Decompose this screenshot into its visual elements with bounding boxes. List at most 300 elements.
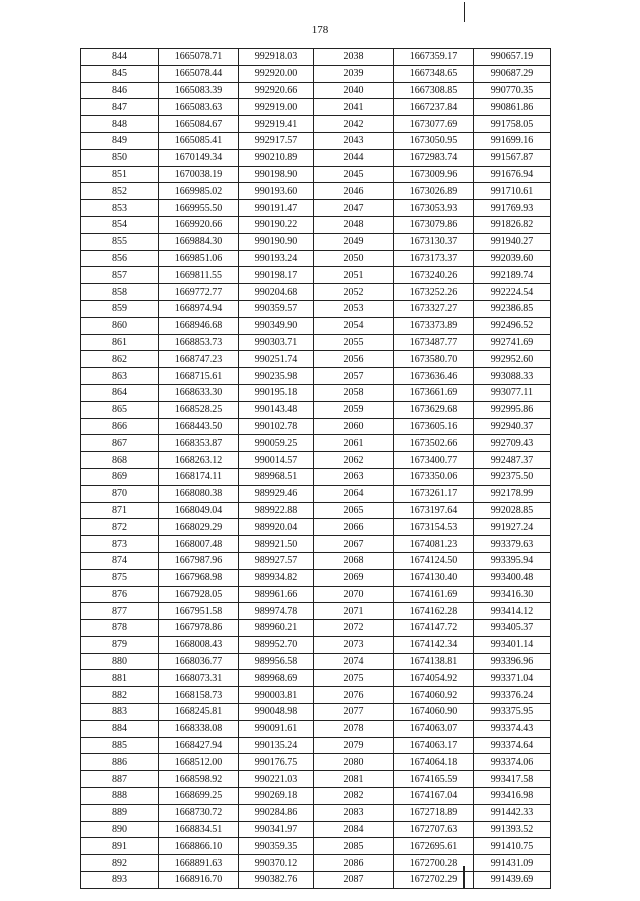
point-id-cell: 873 bbox=[81, 536, 159, 553]
x-coordinate-2-cell: 1673502.66 bbox=[394, 435, 474, 452]
y-coordinate-2-cell: 993417.58 bbox=[474, 771, 551, 788]
x-coordinate-2-cell: 1674054.92 bbox=[394, 670, 474, 687]
point-id-2-cell: 2063 bbox=[314, 468, 394, 485]
y-coordinate-cell: 990195.18 bbox=[239, 384, 314, 401]
x-coordinate-cell: 1668427.94 bbox=[159, 737, 239, 754]
x-coordinate-2-cell: 1673197.64 bbox=[394, 502, 474, 519]
y-coordinate-cell: 992918.03 bbox=[239, 49, 314, 66]
y-coordinate-cell: 989960.21 bbox=[239, 620, 314, 637]
point-id-2-cell: 2085 bbox=[314, 838, 394, 855]
y-coordinate-2-cell: 992496.52 bbox=[474, 317, 551, 334]
y-coordinate-2-cell: 993376.24 bbox=[474, 687, 551, 704]
point-id-2-cell: 2059 bbox=[314, 401, 394, 418]
y-coordinate-2-cell: 993401.14 bbox=[474, 636, 551, 653]
x-coordinate-2-cell: 1674060.90 bbox=[394, 704, 474, 721]
y-coordinate-2-cell: 992741.69 bbox=[474, 334, 551, 351]
point-id-2-cell: 2066 bbox=[314, 519, 394, 536]
point-id-cell: 889 bbox=[81, 804, 159, 821]
x-coordinate-2-cell: 1674161.69 bbox=[394, 586, 474, 603]
point-id-cell: 887 bbox=[81, 771, 159, 788]
y-coordinate-cell: 989961.66 bbox=[239, 586, 314, 603]
x-coordinate-2-cell: 1673400.77 bbox=[394, 452, 474, 469]
table-body bbox=[81, 49, 551, 889]
point-id-2-cell: 2039 bbox=[314, 65, 394, 82]
table-row bbox=[81, 536, 551, 553]
table-row bbox=[81, 149, 551, 166]
x-coordinate-cell: 1668866.10 bbox=[159, 838, 239, 855]
y-coordinate-cell: 992919.41 bbox=[239, 116, 314, 133]
table-row bbox=[81, 620, 551, 637]
x-coordinate-2-cell: 1673373.89 bbox=[394, 317, 474, 334]
point-id-2-cell: 2055 bbox=[314, 334, 394, 351]
point-id-2-cell: 2078 bbox=[314, 720, 394, 737]
y-coordinate-cell: 989968.51 bbox=[239, 468, 314, 485]
y-coordinate-2-cell: 991676.94 bbox=[474, 166, 551, 183]
coordinate-table bbox=[80, 48, 551, 889]
y-coordinate-cell: 990359.57 bbox=[239, 300, 314, 317]
x-coordinate-cell: 1668730.72 bbox=[159, 804, 239, 821]
y-coordinate-cell: 990143.48 bbox=[239, 401, 314, 418]
point-id-2-cell: 2082 bbox=[314, 788, 394, 805]
y-coordinate-cell: 990193.24 bbox=[239, 250, 314, 267]
y-coordinate-cell: 990191.47 bbox=[239, 200, 314, 217]
y-coordinate-cell: 990221.03 bbox=[239, 771, 314, 788]
y-coordinate-cell: 990198.17 bbox=[239, 267, 314, 284]
y-coordinate-cell: 992917.57 bbox=[239, 132, 314, 149]
x-coordinate-cell: 1668747.23 bbox=[159, 351, 239, 368]
table-row bbox=[81, 603, 551, 620]
y-coordinate-cell: 990102.78 bbox=[239, 418, 314, 435]
point-id-cell: 874 bbox=[81, 552, 159, 569]
point-id-2-cell: 2043 bbox=[314, 132, 394, 149]
x-coordinate-2-cell: 1674060.92 bbox=[394, 687, 474, 704]
x-coordinate-cell: 1668715.61 bbox=[159, 368, 239, 385]
point-id-cell: 882 bbox=[81, 687, 159, 704]
y-coordinate-2-cell: 991699.16 bbox=[474, 132, 551, 149]
x-coordinate-cell: 1668443.50 bbox=[159, 418, 239, 435]
x-coordinate-2-cell: 1674124.50 bbox=[394, 552, 474, 569]
y-coordinate-2-cell: 993405.37 bbox=[474, 620, 551, 637]
table-row bbox=[81, 788, 551, 805]
point-id-cell: 888 bbox=[81, 788, 159, 805]
point-id-2-cell: 2080 bbox=[314, 754, 394, 771]
x-coordinate-cell: 1665078.44 bbox=[159, 65, 239, 82]
point-id-2-cell: 2086 bbox=[314, 855, 394, 872]
point-id-2-cell: 2083 bbox=[314, 804, 394, 821]
y-coordinate-2-cell: 992039.60 bbox=[474, 250, 551, 267]
y-coordinate-2-cell: 993088.33 bbox=[474, 368, 551, 385]
point-id-cell: 892 bbox=[81, 855, 159, 872]
x-coordinate-cell: 1668891.63 bbox=[159, 855, 239, 872]
table-row bbox=[81, 519, 551, 536]
y-coordinate-cell: 992920.00 bbox=[239, 65, 314, 82]
point-id-cell: 845 bbox=[81, 65, 159, 82]
x-coordinate-cell: 1665085.41 bbox=[159, 132, 239, 149]
table-row bbox=[81, 334, 551, 351]
x-coordinate-2-cell: 1673327.27 bbox=[394, 300, 474, 317]
y-coordinate-cell: 989920.04 bbox=[239, 519, 314, 536]
x-coordinate-cell: 1668049.04 bbox=[159, 502, 239, 519]
point-id-2-cell: 2052 bbox=[314, 284, 394, 301]
point-id-2-cell: 2071 bbox=[314, 603, 394, 620]
point-id-cell: 883 bbox=[81, 704, 159, 721]
table-row bbox=[81, 821, 551, 838]
point-id-2-cell: 2074 bbox=[314, 653, 394, 670]
table-row bbox=[81, 418, 551, 435]
y-coordinate-cell: 989934.82 bbox=[239, 569, 314, 586]
point-id-cell: 855 bbox=[81, 233, 159, 250]
table-row bbox=[81, 166, 551, 183]
x-coordinate-cell: 1669811.55 bbox=[159, 267, 239, 284]
point-id-2-cell: 2041 bbox=[314, 99, 394, 116]
point-id-cell: 852 bbox=[81, 183, 159, 200]
y-coordinate-cell: 990251.74 bbox=[239, 351, 314, 368]
x-coordinate-cell: 1669884.30 bbox=[159, 233, 239, 250]
y-coordinate-2-cell: 993379.63 bbox=[474, 536, 551, 553]
x-coordinate-2-cell: 1673130.37 bbox=[394, 233, 474, 250]
point-id-cell: 880 bbox=[81, 653, 159, 670]
point-id-2-cell: 2058 bbox=[314, 384, 394, 401]
y-coordinate-2-cell: 992189.74 bbox=[474, 267, 551, 284]
point-id-cell: 884 bbox=[81, 720, 159, 737]
point-id-cell: 865 bbox=[81, 401, 159, 418]
point-id-cell: 867 bbox=[81, 435, 159, 452]
point-id-2-cell: 2076 bbox=[314, 687, 394, 704]
y-coordinate-cell: 990014.57 bbox=[239, 452, 314, 469]
table-row bbox=[81, 838, 551, 855]
point-id-cell: 850 bbox=[81, 149, 159, 166]
y-coordinate-2-cell: 991442.33 bbox=[474, 804, 551, 821]
x-coordinate-2-cell: 1673026.89 bbox=[394, 183, 474, 200]
point-id-cell: 844 bbox=[81, 49, 159, 66]
table-row bbox=[81, 452, 551, 469]
point-id-2-cell: 2056 bbox=[314, 351, 394, 368]
y-coordinate-cell: 990210.89 bbox=[239, 149, 314, 166]
x-coordinate-2-cell: 1667237.84 bbox=[394, 99, 474, 116]
x-coordinate-2-cell: 1667359.17 bbox=[394, 49, 474, 66]
x-coordinate-cell: 1667951.58 bbox=[159, 603, 239, 620]
y-coordinate-cell: 989968.69 bbox=[239, 670, 314, 687]
x-coordinate-2-cell: 1673053.93 bbox=[394, 200, 474, 217]
table-row bbox=[81, 704, 551, 721]
x-coordinate-2-cell: 1674162.28 bbox=[394, 603, 474, 620]
x-coordinate-cell: 1668245.81 bbox=[159, 704, 239, 721]
x-coordinate-cell: 1668080.38 bbox=[159, 485, 239, 502]
x-coordinate-cell: 1668008.43 bbox=[159, 636, 239, 653]
point-id-2-cell: 2040 bbox=[314, 82, 394, 99]
x-coordinate-cell: 1669920.66 bbox=[159, 216, 239, 233]
x-coordinate-cell: 1665084.67 bbox=[159, 116, 239, 133]
y-coordinate-2-cell: 991769.93 bbox=[474, 200, 551, 217]
table-row bbox=[81, 804, 551, 821]
point-id-2-cell: 2067 bbox=[314, 536, 394, 553]
x-coordinate-cell: 1667978.86 bbox=[159, 620, 239, 637]
x-coordinate-2-cell: 1673009.96 bbox=[394, 166, 474, 183]
table-row bbox=[81, 99, 551, 116]
point-id-cell: 861 bbox=[81, 334, 159, 351]
x-coordinate-2-cell: 1672983.74 bbox=[394, 149, 474, 166]
x-coordinate-cell: 1669772.77 bbox=[159, 284, 239, 301]
point-id-2-cell: 2049 bbox=[314, 233, 394, 250]
y-coordinate-2-cell: 993375.95 bbox=[474, 704, 551, 721]
scan-mark-top bbox=[464, 2, 465, 22]
page-number: 178 bbox=[311, 24, 329, 36]
y-coordinate-2-cell: 993374.64 bbox=[474, 737, 551, 754]
x-coordinate-2-cell: 1673240.26 bbox=[394, 267, 474, 284]
point-id-cell: 877 bbox=[81, 603, 159, 620]
y-coordinate-2-cell: 992940.37 bbox=[474, 418, 551, 435]
point-id-cell: 891 bbox=[81, 838, 159, 855]
point-id-cell: 863 bbox=[81, 368, 159, 385]
point-id-cell: 870 bbox=[81, 485, 159, 502]
x-coordinate-cell: 1668158.73 bbox=[159, 687, 239, 704]
point-id-cell: 869 bbox=[81, 468, 159, 485]
table-row bbox=[81, 183, 551, 200]
table-row bbox=[81, 250, 551, 267]
table-row bbox=[81, 720, 551, 737]
y-coordinate-cell: 990359.35 bbox=[239, 838, 314, 855]
point-id-cell: 849 bbox=[81, 132, 159, 149]
y-coordinate-2-cell: 991927.24 bbox=[474, 519, 551, 536]
y-coordinate-2-cell: 990687.29 bbox=[474, 65, 551, 82]
x-coordinate-cell: 1668007.48 bbox=[159, 536, 239, 553]
x-coordinate-cell: 1667928.05 bbox=[159, 586, 239, 603]
point-id-cell: 860 bbox=[81, 317, 159, 334]
y-coordinate-cell: 990284.86 bbox=[239, 804, 314, 821]
table-row bbox=[81, 552, 551, 569]
point-id-cell: 890 bbox=[81, 821, 159, 838]
x-coordinate-cell: 1668512.00 bbox=[159, 754, 239, 771]
point-id-2-cell: 2053 bbox=[314, 300, 394, 317]
y-coordinate-2-cell: 992178.99 bbox=[474, 485, 551, 502]
y-coordinate-cell: 990341.97 bbox=[239, 821, 314, 838]
point-id-cell: 879 bbox=[81, 636, 159, 653]
y-coordinate-2-cell: 991567.87 bbox=[474, 149, 551, 166]
y-coordinate-2-cell: 993416.30 bbox=[474, 586, 551, 603]
table-row bbox=[81, 233, 551, 250]
point-id-cell: 847 bbox=[81, 99, 159, 116]
x-coordinate-2-cell: 1672702.29 bbox=[394, 872, 474, 889]
point-id-2-cell: 2044 bbox=[314, 149, 394, 166]
x-coordinate-cell: 1668338.08 bbox=[159, 720, 239, 737]
point-id-cell: 848 bbox=[81, 116, 159, 133]
y-coordinate-2-cell: 991826.82 bbox=[474, 216, 551, 233]
y-coordinate-cell: 989929.46 bbox=[239, 485, 314, 502]
point-id-2-cell: 2054 bbox=[314, 317, 394, 334]
point-id-2-cell: 2073 bbox=[314, 636, 394, 653]
y-coordinate-cell: 990370.12 bbox=[239, 855, 314, 872]
y-coordinate-cell: 989956.58 bbox=[239, 653, 314, 670]
x-coordinate-cell: 1665078.71 bbox=[159, 49, 239, 66]
y-coordinate-cell: 989974.78 bbox=[239, 603, 314, 620]
x-coordinate-cell: 1668946.68 bbox=[159, 317, 239, 334]
table-row bbox=[81, 216, 551, 233]
table-row bbox=[81, 754, 551, 771]
point-id-cell: 858 bbox=[81, 284, 159, 301]
x-coordinate-cell: 1667987.96 bbox=[159, 552, 239, 569]
point-id-cell: 875 bbox=[81, 569, 159, 586]
point-id-cell: 893 bbox=[81, 872, 159, 889]
point-id-cell: 878 bbox=[81, 620, 159, 637]
table-row bbox=[81, 351, 551, 368]
point-id-2-cell: 2075 bbox=[314, 670, 394, 687]
table-row bbox=[81, 267, 551, 284]
x-coordinate-cell: 1668029.29 bbox=[159, 519, 239, 536]
x-coordinate-2-cell: 1672700.28 bbox=[394, 855, 474, 872]
y-coordinate-2-cell: 991940.27 bbox=[474, 233, 551, 250]
y-coordinate-2-cell: 992995.86 bbox=[474, 401, 551, 418]
point-id-2-cell: 2051 bbox=[314, 267, 394, 284]
point-id-cell: 846 bbox=[81, 82, 159, 99]
x-coordinate-cell: 1670038.19 bbox=[159, 166, 239, 183]
point-id-cell: 859 bbox=[81, 300, 159, 317]
y-coordinate-2-cell: 993400.48 bbox=[474, 569, 551, 586]
y-coordinate-cell: 990059.25 bbox=[239, 435, 314, 452]
x-coordinate-2-cell: 1673261.17 bbox=[394, 485, 474, 502]
point-id-cell: 864 bbox=[81, 384, 159, 401]
point-id-2-cell: 2038 bbox=[314, 49, 394, 66]
point-id-cell: 881 bbox=[81, 670, 159, 687]
point-id-2-cell: 2081 bbox=[314, 771, 394, 788]
table-row bbox=[81, 132, 551, 149]
x-coordinate-2-cell: 1674130.40 bbox=[394, 569, 474, 586]
y-coordinate-2-cell: 990657.19 bbox=[474, 49, 551, 66]
table-row bbox=[81, 317, 551, 334]
y-coordinate-2-cell: 990861.86 bbox=[474, 99, 551, 116]
point-id-2-cell: 2065 bbox=[314, 502, 394, 519]
point-id-2-cell: 2070 bbox=[314, 586, 394, 603]
table-row bbox=[81, 636, 551, 653]
y-coordinate-cell: 990349.90 bbox=[239, 317, 314, 334]
x-coordinate-cell: 1669985.02 bbox=[159, 183, 239, 200]
point-id-2-cell: 2084 bbox=[314, 821, 394, 838]
x-coordinate-cell: 1668633.30 bbox=[159, 384, 239, 401]
x-coordinate-cell: 1668598.92 bbox=[159, 771, 239, 788]
y-coordinate-2-cell: 991710.61 bbox=[474, 183, 551, 200]
x-coordinate-cell: 1665083.39 bbox=[159, 82, 239, 99]
table-row bbox=[81, 502, 551, 519]
x-coordinate-2-cell: 1674063.07 bbox=[394, 720, 474, 737]
y-coordinate-cell: 990204.68 bbox=[239, 284, 314, 301]
x-coordinate-2-cell: 1672718.89 bbox=[394, 804, 474, 821]
point-id-2-cell: 2087 bbox=[314, 872, 394, 889]
x-coordinate-2-cell: 1673580.70 bbox=[394, 351, 474, 368]
y-coordinate-2-cell: 991393.52 bbox=[474, 821, 551, 838]
table-row bbox=[81, 771, 551, 788]
point-id-cell: 856 bbox=[81, 250, 159, 267]
y-coordinate-2-cell: 992487.37 bbox=[474, 452, 551, 469]
point-id-cell: 871 bbox=[81, 502, 159, 519]
table-row bbox=[81, 284, 551, 301]
point-id-2-cell: 2068 bbox=[314, 552, 394, 569]
y-coordinate-cell: 990198.90 bbox=[239, 166, 314, 183]
y-coordinate-2-cell: 992224.54 bbox=[474, 284, 551, 301]
y-coordinate-2-cell: 993374.43 bbox=[474, 720, 551, 737]
y-coordinate-2-cell: 990770.35 bbox=[474, 82, 551, 99]
y-coordinate-2-cell: 993396.96 bbox=[474, 653, 551, 670]
x-coordinate-2-cell: 1672695.61 bbox=[394, 838, 474, 855]
table-row bbox=[81, 200, 551, 217]
x-coordinate-2-cell: 1674081.23 bbox=[394, 536, 474, 553]
x-coordinate-cell: 1668073.31 bbox=[159, 670, 239, 687]
x-coordinate-cell: 1669955.50 bbox=[159, 200, 239, 217]
point-id-2-cell: 2046 bbox=[314, 183, 394, 200]
x-coordinate-2-cell: 1674138.81 bbox=[394, 653, 474, 670]
table-row bbox=[81, 401, 551, 418]
table-row bbox=[81, 65, 551, 82]
y-coordinate-cell: 990190.90 bbox=[239, 233, 314, 250]
y-coordinate-2-cell: 993395.94 bbox=[474, 552, 551, 569]
y-coordinate-cell: 992920.66 bbox=[239, 82, 314, 99]
point-id-2-cell: 2061 bbox=[314, 435, 394, 452]
x-coordinate-2-cell: 1673636.46 bbox=[394, 368, 474, 385]
point-id-2-cell: 2072 bbox=[314, 620, 394, 637]
table-row bbox=[81, 670, 551, 687]
x-coordinate-cell: 1667968.98 bbox=[159, 569, 239, 586]
point-id-cell: 868 bbox=[81, 452, 159, 469]
x-coordinate-cell: 1668353.87 bbox=[159, 435, 239, 452]
table-row bbox=[81, 872, 551, 889]
y-coordinate-2-cell: 991758.05 bbox=[474, 116, 551, 133]
table-row bbox=[81, 485, 551, 502]
y-coordinate-2-cell: 992952.60 bbox=[474, 351, 551, 368]
table-row bbox=[81, 468, 551, 485]
x-coordinate-2-cell: 1674064.18 bbox=[394, 754, 474, 771]
x-coordinate-cell: 1670149.34 bbox=[159, 149, 239, 166]
y-coordinate-cell: 990135.24 bbox=[239, 737, 314, 754]
x-coordinate-2-cell: 1667348.65 bbox=[394, 65, 474, 82]
point-id-2-cell: 2079 bbox=[314, 737, 394, 754]
x-coordinate-cell: 1669851.06 bbox=[159, 250, 239, 267]
y-coordinate-cell: 992919.00 bbox=[239, 99, 314, 116]
table-row bbox=[81, 82, 551, 99]
y-coordinate-cell: 990235.98 bbox=[239, 368, 314, 385]
table-row bbox=[81, 384, 551, 401]
y-coordinate-2-cell: 992375.50 bbox=[474, 468, 551, 485]
point-id-cell: 851 bbox=[81, 166, 159, 183]
x-coordinate-cell: 1668916.70 bbox=[159, 872, 239, 889]
point-id-cell: 853 bbox=[81, 200, 159, 217]
y-coordinate-cell: 990048.98 bbox=[239, 704, 314, 721]
y-coordinate-2-cell: 993416.98 bbox=[474, 788, 551, 805]
point-id-2-cell: 2060 bbox=[314, 418, 394, 435]
y-coordinate-cell: 990382.76 bbox=[239, 872, 314, 889]
point-id-2-cell: 2047 bbox=[314, 200, 394, 217]
table-row bbox=[81, 855, 551, 872]
y-coordinate-cell: 989922.88 bbox=[239, 502, 314, 519]
x-coordinate-2-cell: 1673487.77 bbox=[394, 334, 474, 351]
x-coordinate-cell: 1668834.51 bbox=[159, 821, 239, 838]
y-coordinate-cell: 989921.50 bbox=[239, 536, 314, 553]
x-coordinate-cell: 1668528.25 bbox=[159, 401, 239, 418]
table-row bbox=[81, 49, 551, 66]
x-coordinate-2-cell: 1673077.69 bbox=[394, 116, 474, 133]
table-row bbox=[81, 737, 551, 754]
x-coordinate-2-cell: 1674167.04 bbox=[394, 788, 474, 805]
y-coordinate-cell: 989927.57 bbox=[239, 552, 314, 569]
x-coordinate-2-cell: 1672707.63 bbox=[394, 821, 474, 838]
y-coordinate-2-cell: 992386.85 bbox=[474, 300, 551, 317]
table-row bbox=[81, 368, 551, 385]
y-coordinate-2-cell: 993371.04 bbox=[474, 670, 551, 687]
x-coordinate-2-cell: 1673605.16 bbox=[394, 418, 474, 435]
x-coordinate-2-cell: 1673154.53 bbox=[394, 519, 474, 536]
point-id-2-cell: 2057 bbox=[314, 368, 394, 385]
table-row bbox=[81, 586, 551, 603]
point-id-2-cell: 2069 bbox=[314, 569, 394, 586]
y-coordinate-2-cell: 992709.43 bbox=[474, 435, 551, 452]
point-id-2-cell: 2042 bbox=[314, 116, 394, 133]
